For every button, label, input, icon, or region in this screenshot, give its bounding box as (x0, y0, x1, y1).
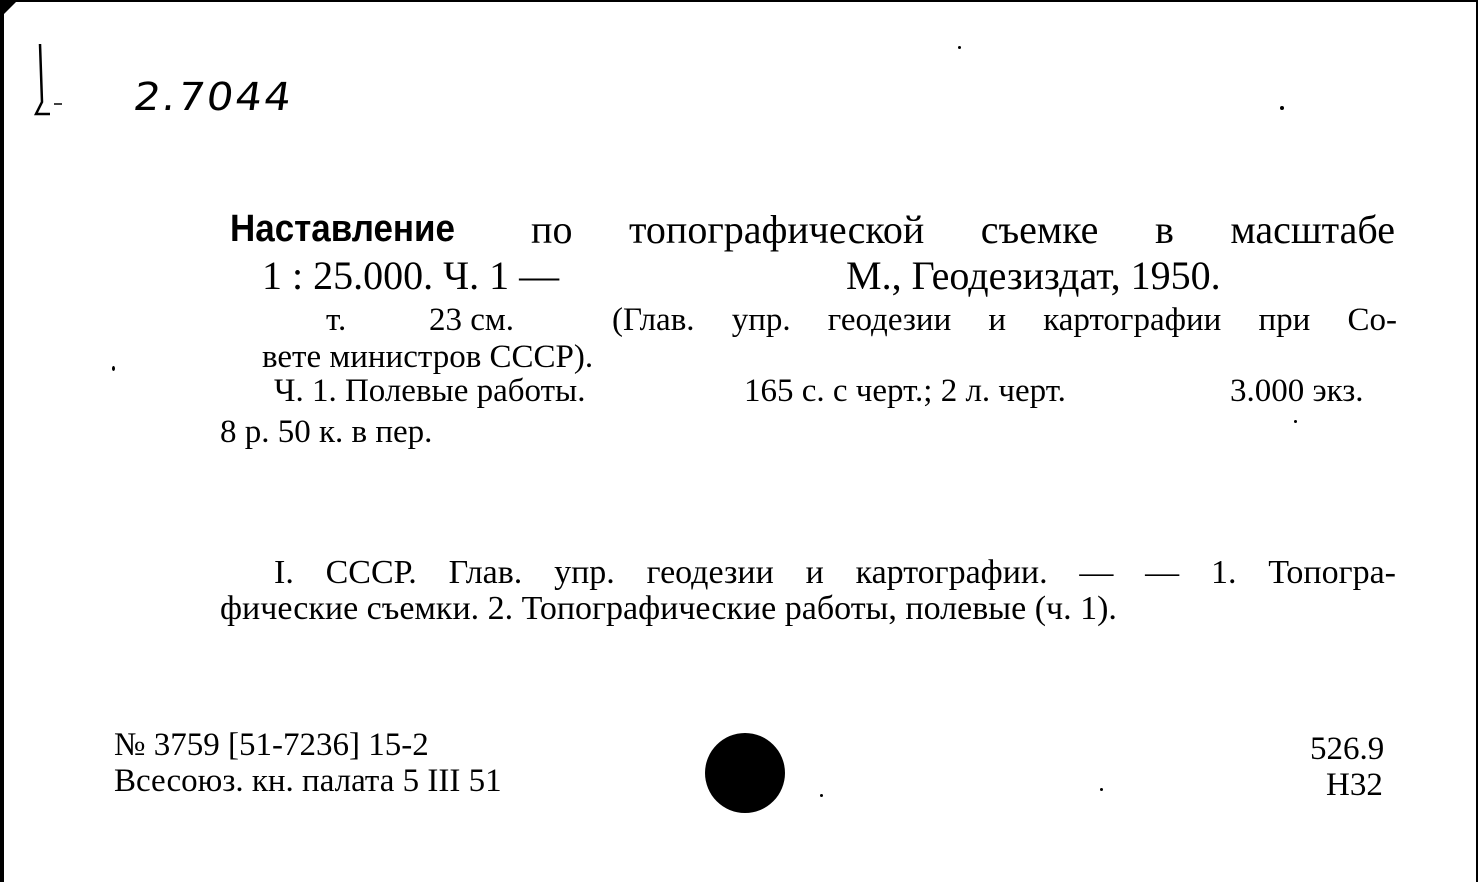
series-word: картографии (1043, 302, 1222, 338)
subject-word: — (1079, 554, 1114, 591)
title-heading-word: Наставление (230, 208, 455, 250)
series-note (612, 304, 1397, 337)
ink-speck (958, 46, 961, 49)
series-word: при (1258, 302, 1311, 338)
series-size: 23 см. (429, 302, 515, 338)
scale-line: 1 : 25.000. Ч. 1 — (262, 253, 560, 298)
title-word: съемке (980, 207, 1099, 252)
title-line (230, 207, 1395, 252)
subject-headings (274, 556, 1396, 590)
price-line: 8 р. 50 к. в пер. (220, 414, 433, 450)
footer-card-number: № 3759 [51-7236] 15-2 (114, 727, 429, 763)
subject-word: Топогра- (1268, 554, 1396, 591)
subject-word: картографии. (855, 554, 1048, 591)
subject-word: I. (274, 554, 294, 591)
author-mark: Н32 (1326, 767, 1383, 803)
ink-speck (1280, 106, 1284, 110)
ink-speck (1100, 788, 1103, 791)
title-word: в (1154, 207, 1174, 252)
series-word: упр. (731, 302, 791, 338)
subject-word: 1. (1210, 554, 1237, 591)
corner-mark (4, 2, 16, 14)
series-word: и (988, 302, 1007, 338)
title-word: по (531, 207, 573, 252)
subject-continuation: фические съемки. 2. Топографические работы, полевые (ч. 1). (220, 590, 1117, 627)
handwritten-inventory-number: 2.7044 (130, 73, 297, 120)
series-word: геодезии (827, 302, 952, 338)
catalog-punch-hole (705, 733, 785, 813)
series-continuation: вете министров СССР). (262, 339, 594, 375)
title-word: топографической (628, 207, 925, 252)
part-pages: 165 с. с черт.; 2 л. черт. (744, 373, 1066, 409)
subject-word: — (1145, 554, 1180, 591)
ink-speck (1294, 420, 1297, 423)
footer-book-chamber: Всесоюз. кн. палата 5 III 51 (114, 763, 502, 799)
part-title: Ч. 1. Полевые работы. (274, 373, 586, 409)
ink-speck (820, 794, 823, 797)
subject-word: и (805, 554, 824, 591)
subject-word: СССР. (325, 554, 417, 591)
classification-number: 526.9 (1310, 731, 1385, 767)
handwritten-bracket-mark (26, 42, 66, 122)
part-copies: 3.000 экз. (1230, 373, 1364, 409)
subject-word: Глав. (448, 554, 523, 591)
series-word: (Глав. (612, 302, 695, 338)
title-word: масштабе (1230, 207, 1395, 252)
ink-speck (112, 366, 115, 371)
series-word: Со- (1347, 302, 1397, 338)
publisher-line: М., Геодезиздат, 1950. (846, 253, 1221, 298)
subject-word: геодезии (646, 554, 774, 591)
series-t: т. (326, 302, 347, 338)
subject-word: упр. (554, 554, 615, 591)
